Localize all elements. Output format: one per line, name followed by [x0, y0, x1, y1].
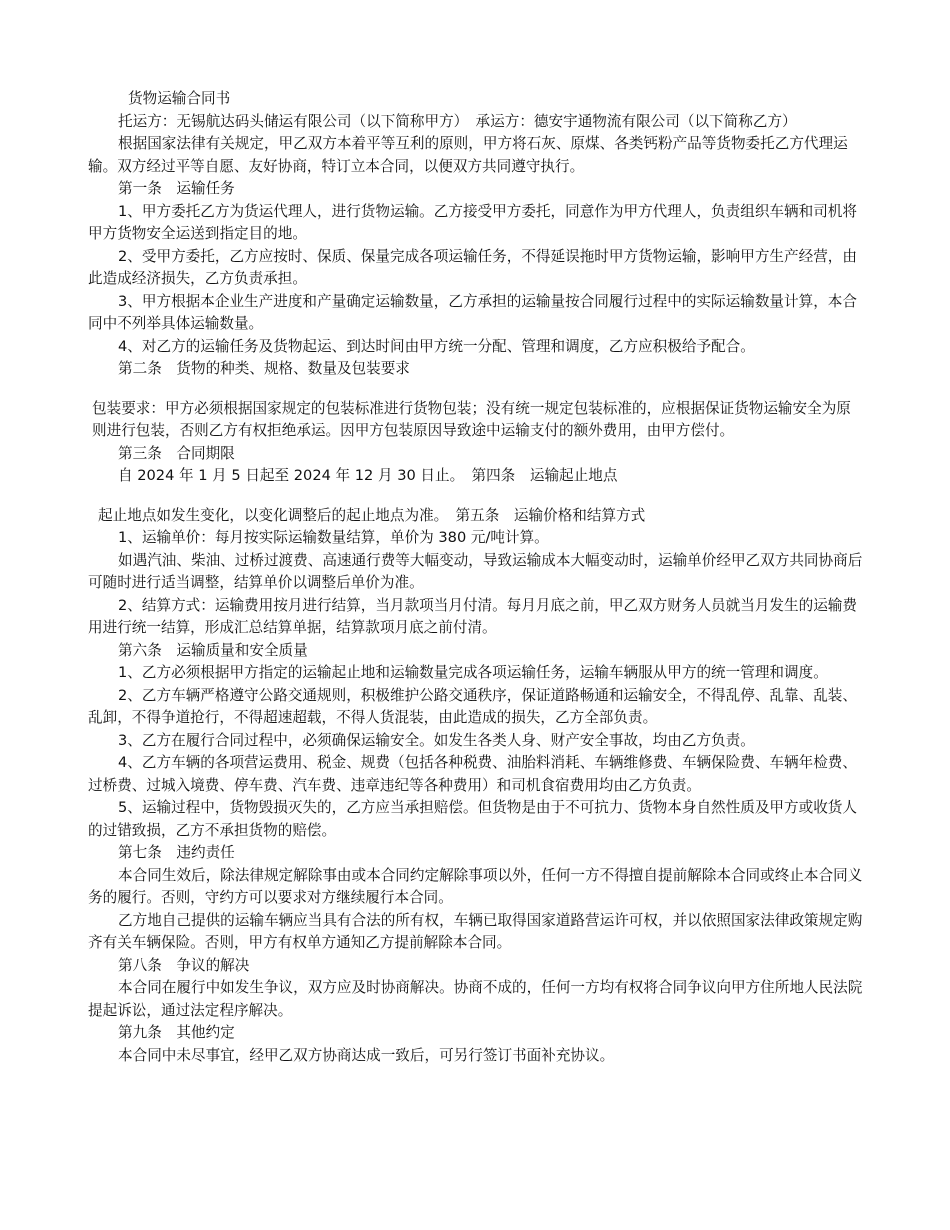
article-8-heading: 第八条 争议的解决 [118, 956, 250, 974]
blank-gap [88, 381, 864, 398]
article-6-heading: 第六条 运输质量和安全质量 [118, 641, 308, 659]
article-5-item: 2、结算方式：运输费用按月进行结算，当月款项当月付清。每月月底之前，甲乙双方财务人员就当月发生的运输费用进行统一结算，形成汇总结算单据，结算款项月底之前付清。 [88, 596, 857, 636]
blank-gap [88, 488, 864, 505]
article-6-item: 4、乙方车辆的各项营运费用、税金、规费（包括各种税费、油胎料消耗、车辆维修费、车辆保险费、车辆年检费、过桥费、过城入境费、停车费、汽车费、违章违纪等各种费用）和司机食宿费用均由乙方负责。 [88, 754, 857, 794]
term-line: 自 2024 年 1 月 5 日起至 2024 年 12 月 30 日止。 第四条 运输起止地点 [118, 467, 618, 484]
article-6-item: 3、乙方在履行合同过程中，必须确保运输安全。如发生各类人身、财产安全事故，均由乙方负责。 [118, 731, 755, 749]
article-7-item: 本合同生效后，除法律规定解除事由或本合同约定解除事项以外，任何一方不得擅自提前解除本合同或终止本合同义务的履行。否则，守约方可以要求对方继续履行本合同。 [88, 866, 863, 906]
article-6-item: 1、乙方必须根据甲方指定的运输起止地和运输数量完成各项运输任务，运输车辆服从甲方的统一管理和调度。 [118, 664, 828, 681]
article-9-paragraph: 本合同中未尽事宜，经甲乙双方协商达成一致后，可另行签订书面补充协议。 [118, 1046, 615, 1064]
article-1-heading: 第一条 运输任务 [118, 180, 235, 197]
article-5-line: 起止地点如发生变化，以变化调整后的起止地点为准。 第五条 运输价格和结算方式 [98, 506, 646, 524]
parties-line: 托运方：无锡航达码头储运有限公司（以下简称甲方） 承运方：德安宇通物流有限公司（以下简称乙方） [118, 112, 797, 130]
article-8-paragraph: 本合同在履行中如发生争议，双方应及时协商解决。协商不成的，任何一方均有权将合同争议向甲方住所地人民法院提起诉讼，通过法定程序解决。 [88, 979, 863, 1019]
article-9-heading: 第九条 其他约定 [118, 1024, 235, 1041]
article-7-item: 乙方地自己提供的运输车辆应当具有合法的所有权，车辆已取得国家道路营运许可权，并以依照国家法律政策规定购齐有关车辆保险。否则，甲方有权单方通知乙方提前解除本合同。 [88, 911, 863, 951]
article-1-item: 4、对乙方的运输任务及货物起运、到达时间由甲方统一分配、管理和调度，乙方应积极给予配合。 [118, 337, 755, 355]
article-5-item: 1、运输单价：每月按实际运输数量结算，单价为 380 元/吨计算。 [118, 529, 549, 546]
article-1-item: 3、甲方根据本企业生产进度和产量确定运输数量，乙方承担的运输量按合同履行过程中的实际运输数量计算，本合同中不列举具体运输数量。 [88, 292, 857, 332]
article-5-item: 如遇汽油、柴油、过桥过渡费、高速通行费等大幅变动，导致运输成本大幅变动时，运输单价经甲乙双方共同协商后可随时进行适当调整，结算单价以调整后单价为准。 [88, 551, 863, 591]
article-1-item: 1、甲方委托乙方为货运代理人，进行货物运输。乙方接受甲方委托，同意作为甲方代理人，负责组织车辆和司机将甲方货物安全运送到指定目的地。 [88, 202, 857, 242]
document-title: 货物运输合同书 [128, 90, 231, 107]
intro-paragraph: 根据国家法律有关规定，甲乙双方本着平等互利的原则，甲方将石灰、原煤、各类钙粉产品等货物委托乙方代理运输。双方经过平等自愿、友好协商，特订立本合同，以便双方共同遵守执行。 [88, 135, 848, 175]
article-6-item: 2、乙方车辆严格遵守公路交通规则，积极维护公路交通秩序，保证道路畅通和运输安全，不得乱停、乱靠、乱装、乱卸，不得争道抢行，不得超速超载，不得人货混装，由此造成的损失，乙方全部负责。 [88, 686, 857, 726]
article-6-item: 5、运输过程中，货物毁损灭失的，乙方应当承担赔偿。但货物是由于不可抗力、货物本身自然性质及甲方或收货人的过错致损，乙方不承担货物的赔偿。 [88, 799, 857, 839]
article-2-heading: 第二条 货物的种类、规格、数量及包装要求 [118, 360, 410, 377]
article-7-heading: 第七条 违约责任 [118, 844, 235, 861]
packaging-paragraph: 包装要求：甲方必须根据国家规定的包装标准进行货物包装；没有统一规定包装标准的，应根据保证货物运输安全为原则进行包装，否则乙方有权拒绝承运。因甲方包装原因导致途中运输支付的额外费用，由甲方偿付。 [92, 399, 851, 439]
article-3-heading: 第三条 合同期限 [118, 444, 235, 462]
article-1-item: 2、受甲方委托，乙方应按时、保质、保量完成各项运输任务，不得延误拖时甲方货物运输，影响甲方生产经营，由此造成经济损失，乙方负责承担。 [88, 247, 857, 287]
